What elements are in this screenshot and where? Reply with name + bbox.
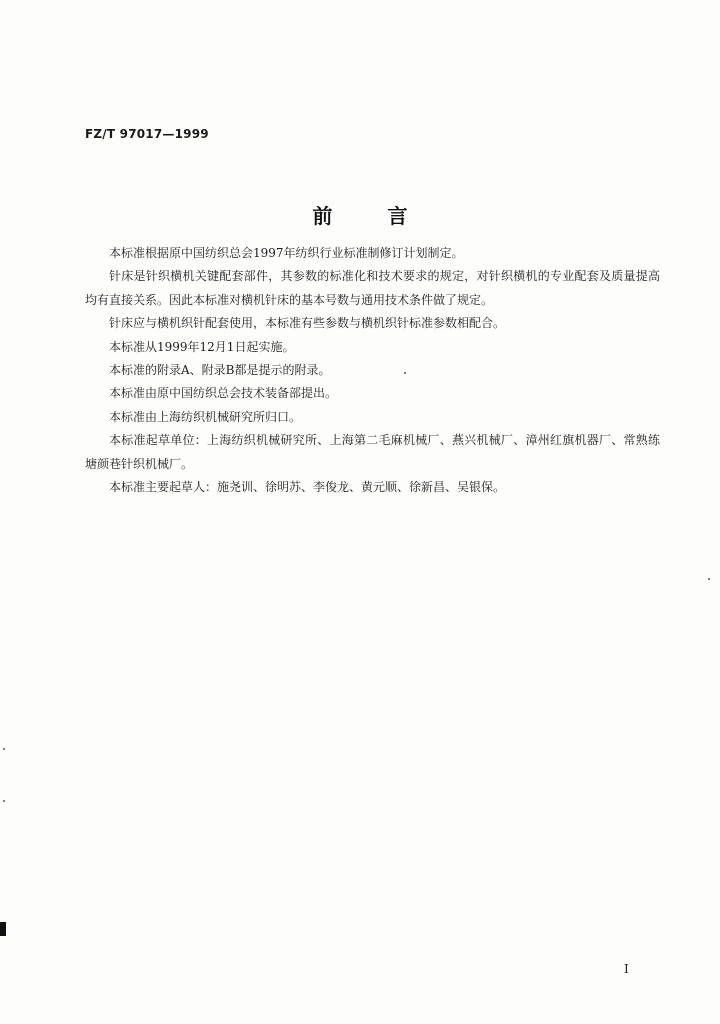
paragraph-drafting-units: 本标准起草单位：上海纺织机械研究所、上海第二毛麻机械厂、燕兴机械厂、漳州红旗机器厂、常熟练塘颜巷针织机械厂。: [85, 433, 660, 471]
scan-speck: [3, 748, 5, 750]
scan-speck: [708, 578, 710, 580]
paragraph-needle-bed: 针床是针织横机关键配套部件，其参数的标准化和技术要求的规定，对针织横机的专业配套及质量提高均有直接关系。因此本标准对横机针床的基本号数与通用技术条件做了规定。: [85, 269, 660, 307]
paragraph-matching: 针床应与横机织针配套使用，本标准有些参数与横机织针标准参数相配合。: [109, 316, 506, 331]
paragraph-plan: 本标准根据原中国纺织总会1997年纺织行业标准制修订计划制定。: [109, 246, 464, 260]
paragraph-appendices: 本标准的附录A、附录B都是提示的附录。: [109, 363, 331, 378]
title-char-1: 前: [312, 204, 333, 228]
scan-speck: [3, 800, 5, 802]
scan-speck: [404, 372, 406, 374]
page-number: I: [624, 962, 629, 976]
paragraph-proposer: 本标准由原中国纺织总会技术装备部提出。: [109, 386, 338, 401]
foreword-body: [85, 242, 660, 499]
paragraph-drafters: 本标准主要起草人：施尧训、徐明苏、李俊龙、黄元顺、徐新昌、吴银保。: [109, 480, 506, 495]
page-title: [0, 200, 720, 229]
scan-edge-mark: [0, 922, 6, 936]
paragraph-effective-date: 本标准从1999年12月1日起实施。: [109, 339, 295, 354]
paragraph-administrator: 本标准由上海纺织机械研究所归口。: [109, 409, 302, 424]
standard-code: FZ/T 97017—1999: [85, 127, 209, 141]
title-char-2: 言: [387, 204, 408, 228]
